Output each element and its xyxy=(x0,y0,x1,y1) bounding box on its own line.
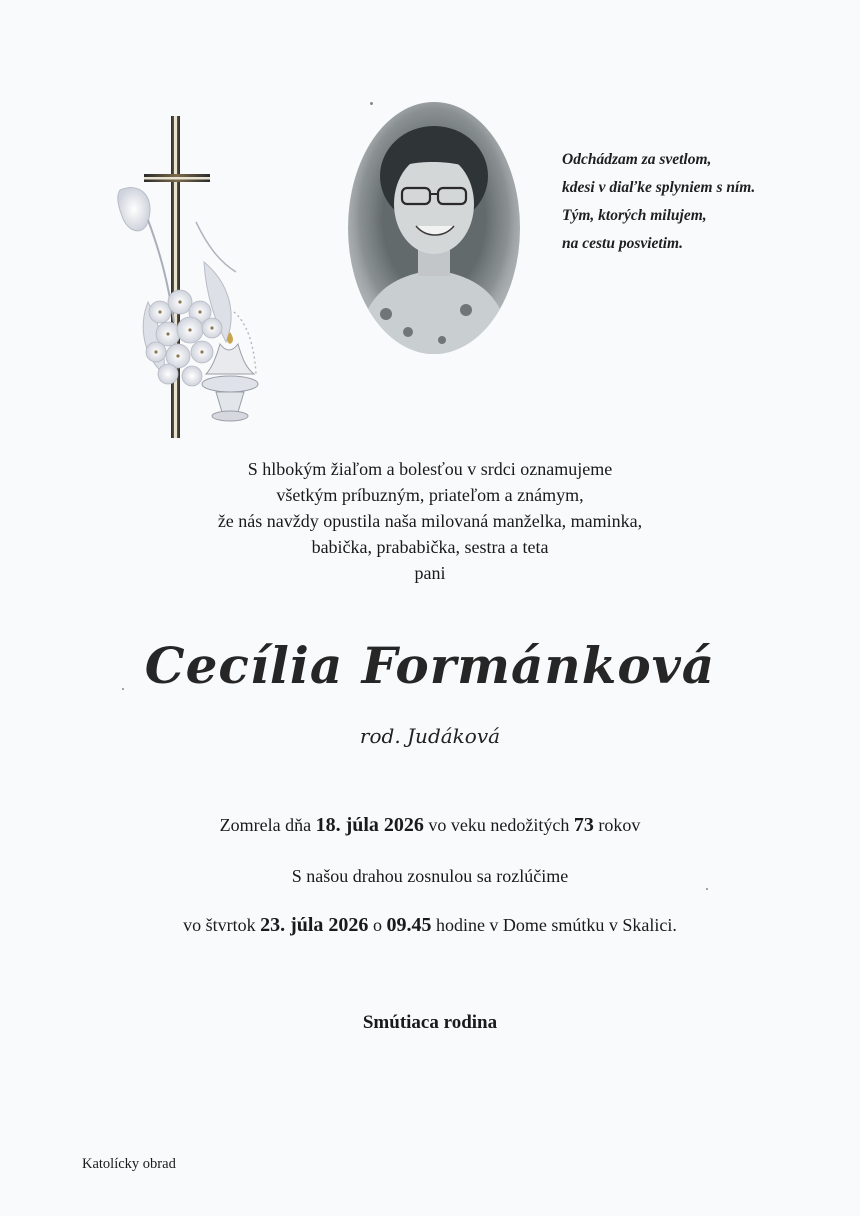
funeral-prefix: vo štvrtok xyxy=(183,915,256,935)
announcement-text xyxy=(0,456,860,586)
funeral-suffix: hodine v Dome smútku v Skalici. xyxy=(435,915,677,935)
verse-line: Odchádzam za svetlom, xyxy=(562,151,712,168)
death-mid: vo veku nedožitých xyxy=(428,815,570,835)
maiden-name: rod. Judáková xyxy=(359,724,501,748)
verse-line: Tým, ktorých milujem, xyxy=(562,207,707,224)
cross-with-lilies-icon xyxy=(108,112,278,442)
mourning-family-signature: Smútiaca rodina xyxy=(362,1012,498,1033)
verse-line: na cestu posvietim. xyxy=(562,235,683,252)
death-age: 73 xyxy=(573,814,594,836)
deceased-name: Cecília Formánková xyxy=(144,636,716,695)
funeral-date: 23. júla 2026 xyxy=(260,914,369,936)
announcement-line: že nás navždy opustila naša milovaná manželka, maminka, xyxy=(217,511,643,531)
announcement-line: S hlbokým žiaľom a bolesťou v srdci oznamujeme xyxy=(247,459,613,479)
death-prefix: Zomrela dňa xyxy=(219,815,312,835)
funeral-connector: o xyxy=(372,915,382,935)
funeral-details xyxy=(0,914,860,937)
announcement-line: všetkým príbuzným, priateľom a známym, xyxy=(276,485,584,505)
farewell-line: S našou drahou zosnulou sa rozlúčime xyxy=(291,866,569,886)
verse-line: kdesi v diaľke splyniem s ním. xyxy=(562,179,756,196)
scan-speck xyxy=(122,688,124,690)
death-details xyxy=(0,814,860,837)
scan-speck xyxy=(370,102,373,105)
announcement-line: babička, prababička, sestra a teta xyxy=(311,537,549,557)
scan-speck xyxy=(706,888,708,890)
announcement-line: pani xyxy=(414,563,446,583)
portrait-photo xyxy=(346,100,522,356)
memorial-verse xyxy=(562,146,822,258)
rite-note: Katolícky obrad xyxy=(82,1156,176,1172)
funeral-time: 09.45 xyxy=(386,914,432,936)
death-suffix: rokov xyxy=(598,815,641,835)
death-date: 18. júla 2026 xyxy=(315,814,424,836)
